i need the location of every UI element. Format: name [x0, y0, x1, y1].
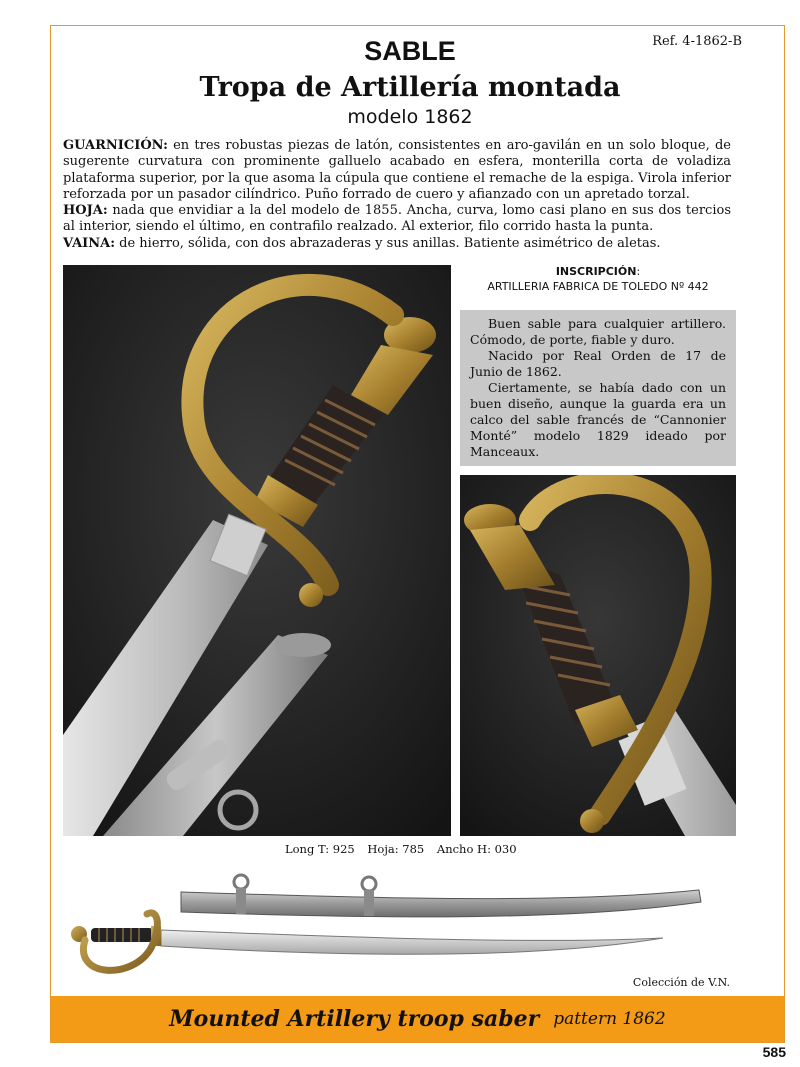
- dimensions: [285, 842, 526, 856]
- hilt-photo-right-illustration: [460, 475, 736, 836]
- full-saber-illustration: [63, 868, 739, 978]
- inscription-text: ARTILLERIA FABRICA DE TOLEDO Nº 442: [487, 280, 709, 293]
- inscription-heading: [459, 264, 737, 279]
- inscription-colon: :: [636, 265, 641, 278]
- page-number: 585: [762, 1044, 786, 1060]
- hoja-label: HOJA:: [63, 203, 108, 219]
- vaina-text: de hierro, sólida, con dos abrazaderas y sus anillas. Batiente asimétrico de aletas.: [115, 235, 661, 251]
- vaina-label: VAINA:: [63, 235, 116, 251]
- vaina-paragraph: [63, 236, 731, 252]
- blade-length: Hoja: 785: [367, 842, 425, 856]
- note-paragraph-3: Ciertamente, se había dado con un buen diseño, aunque la guarda era un calco del sable francés de “Cannonier Monté” modelo 1829 ideado por Manceaux.: [470, 380, 726, 459]
- english-title-band: [51, 996, 784, 1042]
- hoja-text: nada que envidiar a la del modelo de 1855. Ancha, curva, lomo casi plano en sus dos tercios al interior, siendo el último, en contrafilo realzado. Al exterior, filo corrido hasta la punta.: [63, 203, 731, 235]
- inscription: [459, 264, 737, 294]
- hilt-photo-right: [460, 475, 736, 836]
- total-length: Long T: 925: [285, 842, 355, 856]
- english-title: Mounted Artillery troop saber: [169, 1006, 540, 1032]
- hilt-photo-left: [63, 265, 451, 836]
- page-title: SABLE: [364, 36, 456, 66]
- hoja-paragraph: [63, 203, 731, 236]
- guarnicion-paragraph: [63, 138, 731, 203]
- reference-code: Ref. 4-1862-B: [652, 34, 742, 49]
- page-subtitle: Tropa de Artillería montada: [199, 72, 621, 103]
- historical-note: [460, 310, 736, 466]
- hilt-photo-left-illustration: [63, 265, 451, 836]
- english-pattern: pattern 1862: [553, 1009, 666, 1029]
- note-paragraph-1: Buen sable para cualquier artillero. Cómodo, de porte, fiable y duro.: [470, 316, 726, 347]
- blade-width: Ancho H: 030: [436, 842, 517, 856]
- collection-credit: Colección de V.N.: [632, 976, 730, 989]
- description: [63, 138, 731, 252]
- note-paragraph-2: Nacido por Real Orden de 17 de Junio de 1862.: [470, 348, 726, 379]
- guarnicion-text: en tres robustas piezas de latón, consistentes en aro-gavilán en un solo bloque, de sugerente curvatura con prominente galluelo acabado en esfera, monterilla corta de voladiza plataforma superior, por la que asoma la cúpula que contiene el remache de la espiga. Virola inferior reforzada por un pasador cilíndrico. Puño forrado de cuero y afianzado con un apretado torzal.: [63, 138, 731, 202]
- model-year: modelo 1862: [347, 106, 473, 128]
- inscription-label: INSCRIPCIÓN: [555, 265, 637, 278]
- guarnicion-label: GUARNICIÓN:: [63, 138, 168, 153]
- full-saber-photo: [63, 868, 739, 978]
